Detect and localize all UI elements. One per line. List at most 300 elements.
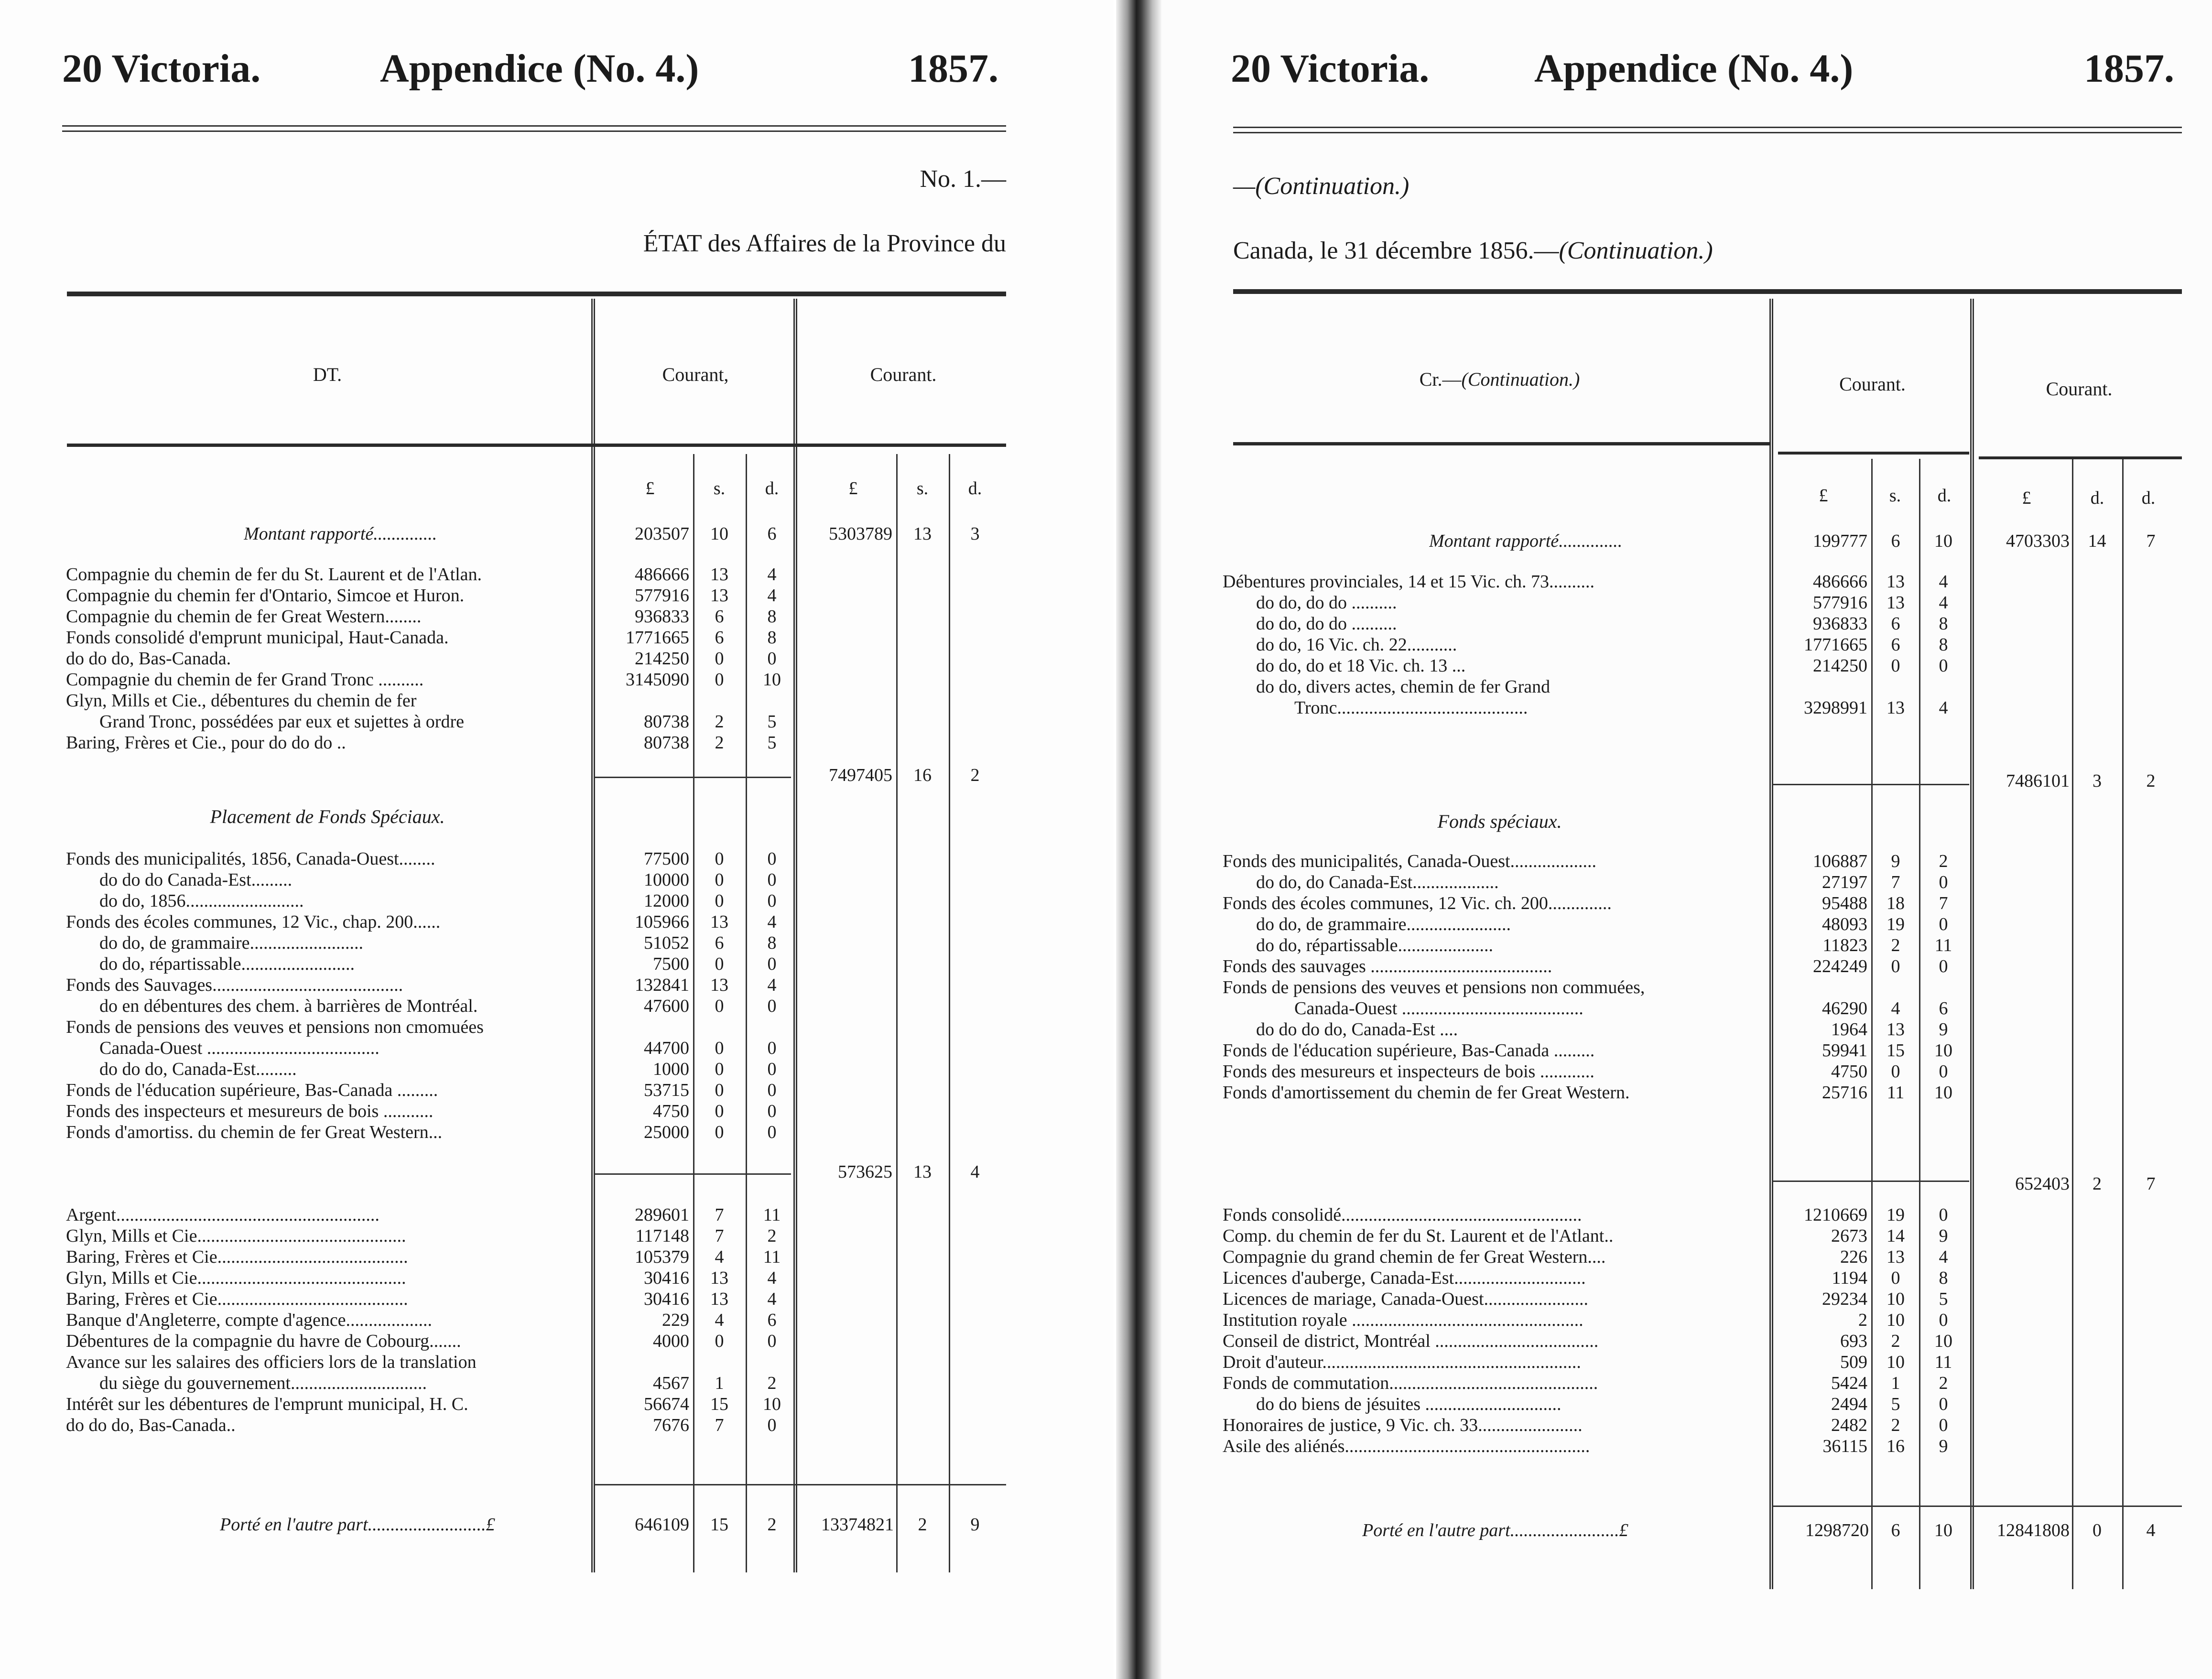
pence: 4 xyxy=(767,1289,777,1309)
pence: 5 xyxy=(767,733,777,753)
unit-pence: d. xyxy=(2141,488,2156,508)
pounds: 226 xyxy=(1840,1247,1867,1267)
unit-pence: d. xyxy=(1937,486,1952,506)
ledger-row xyxy=(1161,655,2212,676)
ledger-row xyxy=(0,1267,1114,1289)
column-head-rule xyxy=(1778,452,1969,455)
row-label: Montant rapporté.............. xyxy=(244,524,437,544)
pounds: 3145090 xyxy=(626,670,689,690)
pounds: 1194 xyxy=(1832,1268,1867,1288)
row-label: Avance sur les salaires des officiers lors de la translation xyxy=(66,1352,477,1372)
doc-number: No. 1.— xyxy=(920,165,1006,193)
pounds: 2482 xyxy=(1831,1415,1867,1435)
ledger-row xyxy=(0,648,1114,669)
row-label: Licences d'auberge, Canada-Est............................. xyxy=(1223,1268,1586,1288)
shillings: 15 xyxy=(710,1394,728,1414)
column-head-description: Cr.—(Continuation.) xyxy=(1419,368,1580,390)
pence: 0 xyxy=(1939,1310,1948,1330)
ledger-row xyxy=(0,932,1114,953)
pounds: 652403 xyxy=(2015,1174,2070,1194)
ledger-row xyxy=(1161,1267,2212,1289)
ledger-row xyxy=(0,1038,1114,1059)
ledger-row xyxy=(0,869,1114,890)
pounds: 2 xyxy=(1858,1310,1867,1330)
pence: 0 xyxy=(767,1101,777,1121)
pounds: 4703303 xyxy=(2006,531,2070,551)
pounds: 2494 xyxy=(1831,1394,1867,1414)
pence: 11 xyxy=(1934,1352,1952,1372)
ledger-row xyxy=(0,1352,1114,1373)
shillings: 10 xyxy=(710,524,728,544)
shillings: 10 xyxy=(1887,1310,1905,1330)
pence: 4 xyxy=(2146,1520,2156,1540)
pence: 10 xyxy=(763,1394,781,1414)
pence: 9 xyxy=(1939,1436,1948,1456)
row-label: Fonds d'amortiss. du chemin de fer Great Western... xyxy=(66,1122,443,1142)
pounds: 203507 xyxy=(635,524,689,544)
pence: 6 xyxy=(767,1310,777,1330)
pence: 0 xyxy=(767,996,777,1016)
shillings: 0 xyxy=(715,870,724,890)
unit-pounds: £ xyxy=(645,478,655,498)
pence: 4 xyxy=(1939,572,1948,592)
shillings: 14 xyxy=(1887,1226,1905,1246)
shillings: 7 xyxy=(715,1226,724,1246)
pounds: 46290 xyxy=(1822,998,1867,1018)
header-rule xyxy=(62,125,1006,132)
shillings: 13 xyxy=(710,1268,728,1288)
shillings: 2 xyxy=(918,1515,927,1535)
running-header xyxy=(0,45,1114,93)
pounds: 1771665 xyxy=(1804,635,1867,655)
ledger-row xyxy=(0,606,1114,627)
row-label: Fonds de pensions des veuves et pensions non commuées, xyxy=(1223,977,1645,997)
pounds: 95488 xyxy=(1822,893,1867,913)
subtotal-row xyxy=(0,1161,1114,1182)
shillings: 2 xyxy=(2093,1174,2102,1194)
ledger-row xyxy=(1161,1415,2212,1436)
row-label: Fonds consolidé..................................................... xyxy=(1223,1205,1582,1225)
pounds: 2673 xyxy=(1831,1226,1867,1246)
pence: 0 xyxy=(767,849,777,869)
ledger-row xyxy=(1161,571,2212,592)
pounds: 577916 xyxy=(635,585,689,606)
pounds: 1298720 xyxy=(1805,1520,1869,1540)
pence: 9 xyxy=(1939,1226,1948,1246)
pence: 8 xyxy=(1939,1268,1948,1288)
pounds: 199777 xyxy=(1813,531,1867,551)
column-head-rule xyxy=(67,444,1006,447)
column-head-courant: Courant. xyxy=(870,364,937,385)
shillings: 0 xyxy=(1891,656,1900,676)
ledger-row xyxy=(0,848,1114,869)
pence: 8 xyxy=(767,607,777,627)
ledger-row xyxy=(0,1246,1114,1267)
shillings: 11 xyxy=(1887,1083,1905,1103)
row-label: Grand Tronc, possédées par eux et sujettes à ordre xyxy=(99,712,464,732)
shillings: 13 xyxy=(1887,593,1905,613)
table-top-rule xyxy=(67,292,1006,296)
pence: 0 xyxy=(767,1059,777,1079)
pounds: 577916 xyxy=(1813,593,1867,613)
pence: 2 xyxy=(767,1226,777,1246)
pounds: 11823 xyxy=(1822,935,1867,955)
ledger-row xyxy=(0,690,1114,711)
pounds: 25716 xyxy=(1822,1083,1867,1103)
pounds: 36115 xyxy=(1822,1436,1867,1456)
column-head-courant: Courant. xyxy=(2046,378,2113,400)
statement-title: Canada, le 31 décembre 1856.—(Continuation.) xyxy=(1233,237,1713,264)
row-label: Tronc.......................................... xyxy=(1294,698,1528,718)
row-label: Fonds de l'éducation supérieure, Bas-Canada ......... xyxy=(66,1080,438,1100)
row-label: Compagnie du chemin fer d'Ontario, Simcoe et Huron. xyxy=(66,585,465,606)
row-label: Porté en l'autre part........................£ xyxy=(1362,1520,1628,1540)
pence: 9 xyxy=(1939,1019,1948,1040)
ledger-row xyxy=(0,1394,1114,1415)
pounds: 47600 xyxy=(644,996,689,1016)
ledger-row xyxy=(0,732,1114,753)
shillings: 0 xyxy=(2093,1520,2102,1540)
shillings: 16 xyxy=(913,765,932,785)
shillings: 0 xyxy=(715,849,724,869)
shillings: 13 xyxy=(913,524,932,544)
pounds: 30416 xyxy=(644,1268,689,1288)
pence: 0 xyxy=(767,1038,777,1058)
row-label: Glyn, Mills et Cie., débentures du chemin de fer xyxy=(66,691,417,711)
pence: 0 xyxy=(767,891,777,911)
row-label: Fonds des sauvages ........................................ xyxy=(1223,956,1552,976)
continuation-label: —(Continuation.) xyxy=(1233,173,1410,200)
shillings: 6 xyxy=(1891,531,1900,551)
shillings: 7 xyxy=(715,1415,724,1435)
ledger-row xyxy=(0,564,1114,585)
pence: 0 xyxy=(1939,1205,1948,1225)
session-label: 20 Victoria. xyxy=(62,46,261,91)
unit-pounds: £ xyxy=(2022,488,2031,508)
row-label: do do do, Bas-Canada.. xyxy=(66,1415,236,1435)
running-header xyxy=(1161,45,2212,93)
row-label: Comp. du chemin de fer du St. Laurent et de l'Atlant.. xyxy=(1223,1226,1614,1246)
shillings: 19 xyxy=(1887,1205,1905,1225)
pence: 0 xyxy=(1939,872,1948,892)
pence: 0 xyxy=(767,954,777,974)
book-gutter xyxy=(1116,0,1161,1679)
shillings: 4 xyxy=(715,1247,724,1267)
shillings: 0 xyxy=(715,996,724,1016)
shillings: 18 xyxy=(1887,893,1905,913)
pence: 4 xyxy=(970,1162,980,1182)
pounds: 105379 xyxy=(635,1247,689,1267)
row-label: Débentures provinciales, 14 et 15 Vic. ch. 73.......... xyxy=(1223,572,1594,592)
row-label: do do, do Canada-Est................... xyxy=(1256,872,1499,892)
ledger-row xyxy=(1161,851,2212,872)
ledger-row xyxy=(1161,676,2212,697)
ledger-row xyxy=(1161,998,2212,1019)
ledger-row xyxy=(0,1310,1114,1331)
ledger-row xyxy=(1161,634,2212,655)
shillings: 13 xyxy=(1887,1247,1905,1267)
ledger-row xyxy=(1161,1352,2212,1373)
ledger-row xyxy=(1161,935,2212,956)
ledger-row xyxy=(1161,1061,2212,1082)
pence: 10 xyxy=(1934,1083,1952,1103)
shillings: 13 xyxy=(710,912,728,932)
shillings: 13 xyxy=(710,975,728,995)
pounds: 7500 xyxy=(653,954,689,974)
shillings: 13 xyxy=(913,1162,932,1182)
pence: 11 xyxy=(1934,935,1952,955)
pounds: 59941 xyxy=(1822,1040,1867,1061)
pounds: 56674 xyxy=(644,1394,689,1414)
pounds: 7486101 xyxy=(2006,771,2070,791)
pounds: 936833 xyxy=(635,607,689,627)
row-label: Conseil de district, Montréal .................................... xyxy=(1223,1331,1599,1351)
pounds: 77500 xyxy=(644,849,689,869)
pence: 8 xyxy=(767,933,777,953)
ledger-row xyxy=(0,711,1114,732)
row-label: Canada-Ouest ...................................... xyxy=(99,1038,380,1058)
shillings: 6 xyxy=(715,933,724,953)
row-label: Baring, Frères et Cie.......................................... xyxy=(66,1247,408,1267)
ledger-row xyxy=(0,1059,1114,1080)
ledger-row xyxy=(1161,1373,2212,1394)
column-head-courant: Courant. xyxy=(1839,373,1906,395)
unit-pounds: £ xyxy=(1819,486,1828,506)
unit-shillings: s. xyxy=(1889,486,1901,506)
section-heading: Placement de Fonds Spéciaux. xyxy=(210,806,445,827)
shillings: 0 xyxy=(715,1059,724,1079)
ledger-row xyxy=(1161,956,2212,977)
pence: 4 xyxy=(1939,593,1948,613)
row-label: do do, do et 18 Vic. ch. 13 ... xyxy=(1256,656,1466,676)
row-label: do do biens de jésuites .............................. xyxy=(1256,1394,1561,1414)
pounds: 25000 xyxy=(644,1122,689,1142)
row-label: Compagnie du grand chemin de fer Great Western.... xyxy=(1223,1247,1606,1267)
ledger-row xyxy=(0,1017,1114,1038)
ledger-row xyxy=(0,975,1114,996)
column-head-rule xyxy=(1979,456,2182,459)
row-label: Débentures de la compagnie du havre de Cobourg....... xyxy=(66,1331,461,1351)
ledger-row xyxy=(0,669,1114,690)
pounds: 80738 xyxy=(644,733,689,753)
pence: 0 xyxy=(1939,956,1948,976)
section-heading: Fonds spéciaux. xyxy=(1437,811,1562,832)
ledger-row xyxy=(0,1204,1114,1225)
row-label: do do, do do .......... xyxy=(1256,614,1397,634)
pence: 0 xyxy=(767,1415,777,1435)
row-label: Fonds des écoles communes, 12 Vic. ch. 200.............. xyxy=(1223,893,1612,913)
shillings: 6 xyxy=(715,628,724,648)
row-label: Institution royale ................................................... xyxy=(1223,1310,1583,1330)
pounds: 646109 xyxy=(635,1515,689,1535)
pence: 2 xyxy=(767,1373,777,1393)
appendix-title: Appendice (No. 4.) xyxy=(380,46,699,91)
ledger-row xyxy=(0,953,1114,975)
ledger-row xyxy=(1161,1331,2212,1352)
row-label: do do, de grammaire......................... xyxy=(99,933,363,953)
pounds: 4750 xyxy=(653,1101,689,1121)
year-label: 1857. xyxy=(908,46,998,91)
ledger-row xyxy=(1161,1019,2212,1040)
shillings: 1 xyxy=(1891,1373,1900,1393)
pence: 8 xyxy=(767,628,777,648)
pounds: 4000 xyxy=(653,1331,689,1351)
shillings: 2 xyxy=(1891,935,1900,955)
pounds: 486666 xyxy=(1813,572,1867,592)
pence: 7 xyxy=(2146,1174,2156,1194)
shillings: 0 xyxy=(715,954,724,974)
pence: 4 xyxy=(767,1268,777,1288)
pence: 0 xyxy=(1939,914,1948,934)
row-label: Fonds des inspecteurs et mesureurs de bois ........... xyxy=(66,1101,434,1121)
unit-shillings: s. xyxy=(916,478,929,498)
ledger-row xyxy=(1161,914,2212,935)
pounds: 229 xyxy=(662,1310,689,1330)
shillings: 6 xyxy=(1891,635,1900,655)
pounds: 3298991 xyxy=(1804,698,1867,718)
subtotal-row xyxy=(0,765,1114,786)
shillings: 2 xyxy=(1891,1331,1900,1351)
shillings: 16 xyxy=(1887,1436,1905,1456)
row-label: Compagnie du chemin de fer du St. Laurent et de l'Atlan. xyxy=(66,564,482,585)
ledger-row xyxy=(1161,1246,2212,1267)
ledger-row xyxy=(1161,697,2212,718)
pence: 0 xyxy=(1939,1394,1948,1414)
ledger-row xyxy=(1161,1204,2212,1225)
ledger-row xyxy=(0,1331,1114,1352)
pence: 3 xyxy=(970,524,980,544)
shillings: 1 xyxy=(715,1373,724,1393)
pence: 2 xyxy=(1939,851,1948,871)
shillings: 10 xyxy=(1887,1289,1905,1309)
pounds: 224249 xyxy=(1813,956,1867,976)
pounds: 4750 xyxy=(1831,1062,1867,1082)
pence: 9 xyxy=(970,1515,980,1535)
unit-shillings: s. xyxy=(713,478,726,498)
pounds: 10000 xyxy=(644,870,689,890)
shillings: 6 xyxy=(715,607,724,627)
row-label: do do, répartissable......................... xyxy=(99,954,355,974)
shillings: 13 xyxy=(710,1289,728,1309)
year-label: 1857. xyxy=(2084,46,2174,91)
shillings: 15 xyxy=(710,1515,728,1535)
header-rule xyxy=(1233,127,2182,133)
unit-pence: d. xyxy=(765,478,779,498)
pence: 6 xyxy=(767,524,777,544)
unit-pounds: £ xyxy=(848,478,858,498)
pence: 2 xyxy=(970,765,980,785)
ledger-row xyxy=(0,996,1114,1017)
row-label: Fonds des municipalités, Canada-Ouest................... xyxy=(1223,851,1597,871)
pence: 4 xyxy=(1939,698,1948,718)
row-label: Fonds de commutation.............................................. xyxy=(1223,1373,1598,1393)
row-label: Fonds des mesureurs et inspecteurs de bois ............ xyxy=(1223,1062,1594,1082)
ledger-row xyxy=(1161,613,2212,634)
ledger-row xyxy=(0,890,1114,911)
pence: 0 xyxy=(1939,656,1948,676)
shillings: 15 xyxy=(1887,1040,1905,1061)
ledger-row xyxy=(1161,1040,2212,1061)
pounds: 1771665 xyxy=(626,628,689,648)
pounds: 936833 xyxy=(1813,614,1867,634)
row-label: Licences de mariage, Canada-Ouest....................... xyxy=(1223,1289,1589,1309)
ledger-row xyxy=(0,627,1114,648)
shillings: 19 xyxy=(1887,914,1905,934)
pence: 10 xyxy=(1934,1040,1952,1061)
row-label: Canada-Ouest ........................................ xyxy=(1294,998,1583,1018)
row-label: do do, divers actes, chemin de fer Grand xyxy=(1256,677,1551,697)
shillings: 2 xyxy=(715,733,724,753)
column-head-courant: Courant, xyxy=(662,364,729,385)
row-label: Fonds des Sauvages.......................................... xyxy=(66,975,403,995)
shillings: 0 xyxy=(715,670,724,690)
pounds: 509 xyxy=(1840,1352,1867,1372)
shillings: 0 xyxy=(715,1331,724,1351)
pence: 10 xyxy=(1934,1520,1952,1540)
brought-forward-row xyxy=(1161,531,2212,552)
row-label: Fonds des municipalités, 1856, Canada-Ouest........ xyxy=(66,849,435,869)
row-label: Fonds de l'éducation supérieure, Bas-Canada ......... xyxy=(1223,1040,1595,1061)
ledger-row xyxy=(0,1373,1114,1394)
row-label: Honoraires de justice, 9 Vic. ch. 33....................... xyxy=(1223,1415,1583,1435)
row-label: Porté en l'autre part..........................£ xyxy=(220,1515,495,1535)
pence: 0 xyxy=(767,1122,777,1142)
pounds: 106887 xyxy=(1813,851,1867,871)
pounds: 80738 xyxy=(644,712,689,732)
pounds: 5303789 xyxy=(829,524,892,544)
shillings: 3 xyxy=(2093,771,2102,791)
brought-forward-row xyxy=(0,523,1114,544)
ledger-row xyxy=(0,1289,1114,1310)
pence: 8 xyxy=(1939,614,1948,634)
ledger-row xyxy=(1161,1310,2212,1331)
ledger-row xyxy=(0,585,1114,606)
pence: 7 xyxy=(1939,893,1948,913)
shillings: 7 xyxy=(1891,872,1900,892)
total-rule xyxy=(1773,1506,2182,1507)
pounds: 4567 xyxy=(653,1373,689,1393)
row-label: do do do, Bas-Canada. xyxy=(66,649,231,669)
pounds: 105966 xyxy=(635,912,689,932)
ledger-row xyxy=(1161,1225,2212,1246)
row-label: Fonds consolidé d'emprunt municipal, Haut-Canada. xyxy=(66,628,449,648)
statement-title: ÉTAT des Affaires de la Province du xyxy=(643,230,1006,257)
ledger-row xyxy=(1161,1289,2212,1310)
shillings: 2 xyxy=(1891,1415,1900,1435)
shillings: 2 xyxy=(715,712,724,732)
row-label: du siège du gouvernement.............................. xyxy=(99,1373,427,1393)
shillings: 9 xyxy=(1891,851,1900,871)
subtotal-row xyxy=(1161,770,2212,791)
shillings: 13 xyxy=(1887,572,1905,592)
row-label: do en débentures des chem. à barrières de Montréal. xyxy=(99,996,478,1016)
row-label: Fonds de pensions des veuves et pensions non cmomuées xyxy=(66,1017,484,1037)
ledger-row xyxy=(0,1415,1114,1436)
row-label: Glyn, Mills et Cie.............................................. xyxy=(66,1268,406,1288)
row-label: Montant rapporté.............. xyxy=(1429,531,1623,551)
pounds: 51052 xyxy=(644,933,689,953)
row-label: do do do do, Canada-Est .... xyxy=(1256,1019,1458,1040)
pence: 2 xyxy=(2146,771,2156,791)
column-head-rule xyxy=(1233,442,1771,445)
row-label: Compagnie du chemin de fer Grand Tronc .......... xyxy=(66,670,424,690)
ledger-row xyxy=(1161,893,2212,914)
row-label: do do, de grammaire....................... xyxy=(1256,914,1511,934)
shillings: 0 xyxy=(1891,1062,1900,1082)
carried-forward-row xyxy=(0,1514,1114,1535)
row-label: Intérêt sur les débentures de l'emprunt municipal, H. C. xyxy=(66,1394,468,1414)
shillings: 4 xyxy=(1891,998,1900,1018)
